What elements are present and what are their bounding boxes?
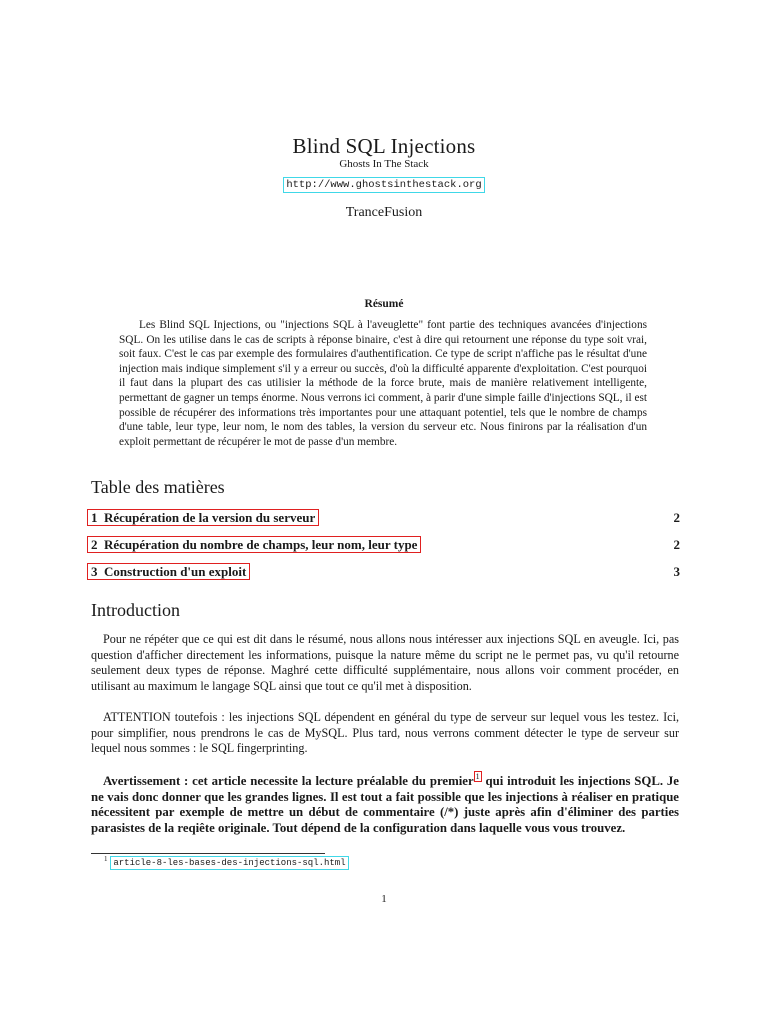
abstract-heading: Résumé	[364, 298, 404, 310]
toc-entry-number: 2	[91, 537, 98, 552]
toc-entry-page: 2	[673, 537, 680, 552]
toc-entry-number: 3	[91, 564, 98, 579]
toc-heading: Table des matières	[91, 477, 225, 497]
toc-entry-label: Construction d'un exploit	[104, 564, 247, 579]
paper-title: Blind SQL Injections	[292, 134, 476, 158]
intro-paragraph-2: ATTENTION toutefois : les injections SQL dépendent en général du type de serveur sur lequel vous les testez. Ici, pour simplifier, nous prendrons le cas de MySQL. Plus tard, nous verrons comment détecter le type de serveur sur lequel nous sommes : le SQL fingerprinting.	[91, 710, 679, 756]
footnote-divider	[91, 853, 325, 854]
toc-entry-link[interactable]	[87, 563, 250, 580]
toc-entry-link[interactable]	[87, 509, 319, 526]
footnote-link[interactable]: article-8-les-bases-des-injections-sql.html	[110, 856, 348, 870]
intro-paragraph-1: Pour ne répéter que ce qui est dit dans le résumé, nous allons nous intéresser aux injections SQL en aveugle. Ici, pas question d'afficher directement les informations, puisque la nature même du script ne le permet pas, vu qu'il retourne seulement deux types de réponse. Maghré cette difficulté supplémentaire, nous allons voir comment procéder, en utilisant au maximum le langage SQL ainsi que tout ce qu'il met à disposition.	[91, 632, 679, 693]
warning-text-end: qui introduit les injections SQL. Je ne vais donc donner que les grandes lignes. Il est tout a fait possible que les injections à réaliser en pratique nécessitent par exemple de mettre un début de commentaire (/*) juste après afin d'éliminer des parties parasistes de la reqiête originale. Tout dépend de la configuration dans laquelle vous vous trouvez.	[91, 774, 679, 835]
warning-text-start: Avertissement : cet article necessite la lecture préalable du premier	[103, 774, 474, 788]
footnote-mark: 1	[104, 855, 108, 863]
paper-subtitle: Ghosts In The Stack	[339, 158, 429, 170]
website-link-container	[0, 172, 768, 193]
footnote-reference[interactable]: 1	[475, 772, 480, 781]
toc-entry[interactable]	[87, 509, 680, 526]
toc-entry-number: 1	[91, 510, 98, 525]
footnote	[104, 855, 349, 870]
toc-entry-label: Récupération du nombre de champs, leur nom, leur type	[104, 537, 418, 552]
warning-paragraph	[91, 771, 679, 836]
toc-entry[interactable]	[87, 563, 680, 580]
page-number: 1	[381, 893, 387, 905]
abstract-text: Les Blind SQL Injections, ou "injections SQL à l'aveuglette" font partie des techniques avancées d'injections SQL. On les utilise dans le cas de scripts à réponse binaire, c'est à dire qui retournent une réponse du type soit vrai, soit faux. C'est le cas par exemple des formulaires d'authentification. Ce type de script n'affiche pas le résultat d'une injection mais indique simplement s'il y a erreur ou succès, d'où la difficulté apparente d'exploitation. C'est pourquoi il faut dans la plupart des cas utilisier la méthode de la force brute, mais de manière relativement intelligente, permettant de gagner un temps énorme. Nous verrons ici comment, à parir d'une simple faille d'injections SQL, il est possible de récupérer des informations très importantes pour une attaquant potentiel, tels que le nombre de champs d'une table, leur type, leur nom, le nom des tables, la version du serveur etc. Nous finirons par la réalisation d'un exploit permettant de récupérer le mot de passe d'un membre.	[119, 319, 647, 448]
toc-entry-page: 2	[673, 510, 680, 525]
introduction-heading: Introduction	[91, 600, 180, 620]
toc-entry[interactable]	[87, 536, 680, 553]
toc-entry-link[interactable]	[87, 536, 421, 553]
toc-entry-page: 3	[673, 564, 680, 579]
website-link[interactable]: http://www.ghostsinthestack.org	[283, 177, 484, 193]
author-name: TranceFusion	[345, 205, 423, 220]
toc-entry-label: Récupération de la version du serveur	[104, 510, 316, 525]
